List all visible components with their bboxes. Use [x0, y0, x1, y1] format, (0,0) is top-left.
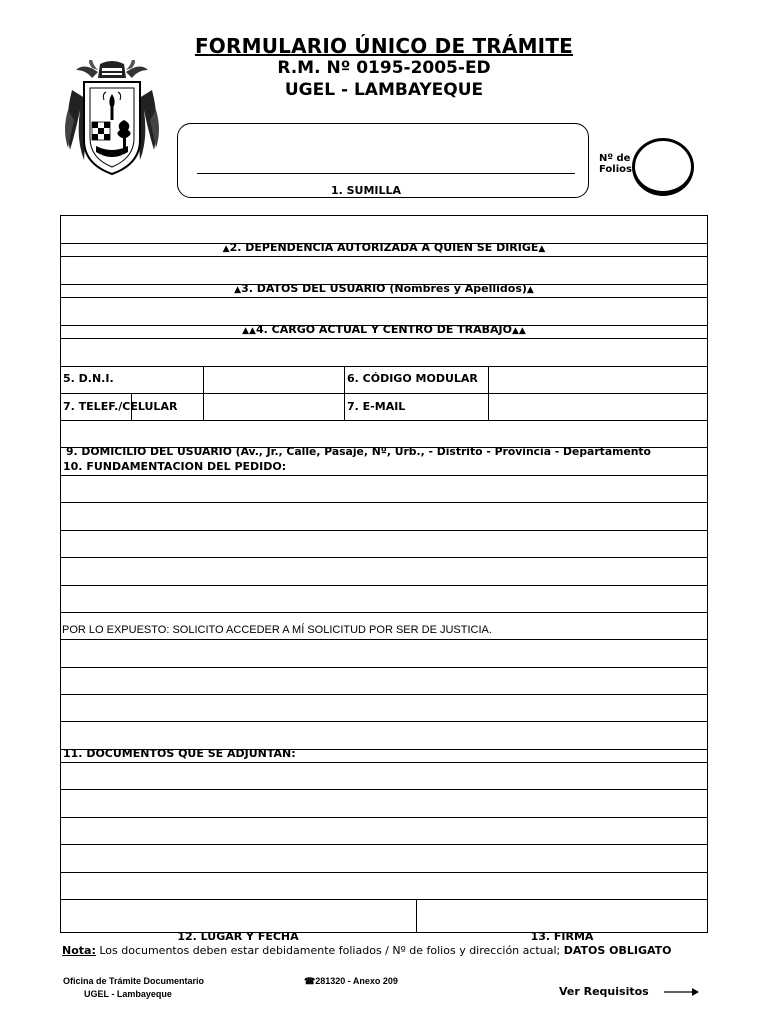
- note-text: Los documentos deben estar debidamente foliados / Nº de folios y dirección actual;: [95, 944, 564, 957]
- dependencia-label-text: 2. DEPENDENCIA AUTORIZADA A QUIEN SE DIRIGE: [229, 241, 539, 254]
- dependencia-field[interactable]: [61, 216, 707, 243]
- note-label: Nota:: [62, 944, 96, 957]
- fundamentacion-field[interactable]: [61, 476, 707, 612]
- arrow-up-icon: ▲: [234, 285, 242, 295]
- domicilio-label-text: 9. DOMICILIO DEL USUARIO (Av., Jr., Calle, Pasaje, Nº, Urb., - Distrito - Provincia - Departamento: [66, 445, 651, 458]
- firma-label: 13. FIRMA: [530, 930, 594, 943]
- cargo-label-text: 4. CARGO ACTUAL Y CENTRO DE TRABAJO: [255, 323, 512, 336]
- arrow-up-icon: ▲▲: [242, 326, 256, 336]
- arrow-up-icon: ▲: [222, 244, 230, 254]
- footer-phone-text: 281320 - Anexo 209: [315, 976, 398, 986]
- documentos-label: 11. DOCUMENTOS QUE SE ADJUNTAN:: [63, 747, 296, 760]
- fundamentacion-label: 10. FUNDAMENTACION DEL PEDIDO:: [63, 460, 287, 473]
- grid-line: [60, 694, 708, 695]
- codigo-modular-label: 6. CÓDIGO MODULAR: [347, 372, 478, 385]
- grid-line: [60, 612, 708, 613]
- footer-office-line1: Oficina de Trámite Documentario: [63, 976, 205, 986]
- folios-circle-field[interactable]: [632, 138, 694, 196]
- form-title: FORMULARIO ÚNICO DE TRÁMITE: [194, 34, 574, 58]
- arrow-up-icon: ▲▲: [512, 326, 526, 336]
- grid-line: [60, 639, 708, 640]
- email-field[interactable]: [489, 394, 707, 420]
- lugar-fecha-field[interactable]: [61, 900, 416, 932]
- footer-office-line2: UGEL - Lambayeque: [84, 989, 172, 999]
- codigo-modular-field[interactable]: [489, 367, 707, 393]
- cargo-field[interactable]: [61, 298, 707, 325]
- form-entity: UGEL - LAMBAYEQUE: [284, 80, 484, 100]
- documentos-field[interactable]: [61, 763, 707, 899]
- datos-usuario-label-text: 3. DATOS DEL USUARIO (Nombres y Apellidos): [241, 282, 527, 295]
- folios-label-line1: Nº de: [599, 153, 631, 164]
- cargo-label: [60, 323, 708, 336]
- sumilla-label: 1. SUMILLA: [330, 184, 402, 197]
- arrow-up-icon: ▲: [538, 244, 546, 254]
- email-label: 7. E-MAIL: [347, 400, 406, 413]
- sumilla-line: [197, 173, 575, 174]
- expuesto-text: POR LO EXPUESTO: SOLICITO ACCEDER A MÍ SOLICITUD POR SER DE JUSTICIA.: [62, 624, 492, 636]
- dni-field[interactable]: [204, 367, 344, 393]
- folios-label-line2: Folios: [599, 164, 632, 175]
- phone-icon: ☎: [304, 976, 316, 986]
- grid-line: [60, 667, 708, 668]
- telef-label: 7. TELEF./CELULAR: [63, 400, 178, 413]
- arrow-right-icon[interactable]: [664, 986, 700, 998]
- form-resolution: R.M. Nº 0195-2005-ED: [277, 58, 491, 78]
- domicilio-label: [66, 445, 704, 458]
- ver-requisitos-link[interactable]: Ver Requisitos: [559, 985, 649, 998]
- arrow-up-icon: ▲: [526, 285, 534, 295]
- grid-vline: [344, 366, 345, 420]
- datos-usuario-field[interactable]: [61, 257, 707, 284]
- telef-field[interactable]: [204, 394, 344, 420]
- note-line: [62, 944, 672, 957]
- domicilio-field[interactable]: [61, 421, 707, 447]
- datos-usuario-label: [60, 282, 708, 295]
- firma-field[interactable]: [417, 900, 707, 932]
- grid-line: [60, 338, 708, 339]
- coat-of-arms-logo: [62, 60, 162, 182]
- dependencia-label: [60, 241, 708, 254]
- footer-phone: [304, 976, 398, 987]
- lugar-fecha-label: 12. LUGAR Y FECHA: [177, 930, 299, 943]
- note-emphasis: DATOS OBLIGATO: [563, 944, 672, 957]
- dni-label: 5. D.N.I.: [63, 372, 114, 385]
- grid-line: [60, 721, 708, 722]
- folios-label: [599, 153, 632, 175]
